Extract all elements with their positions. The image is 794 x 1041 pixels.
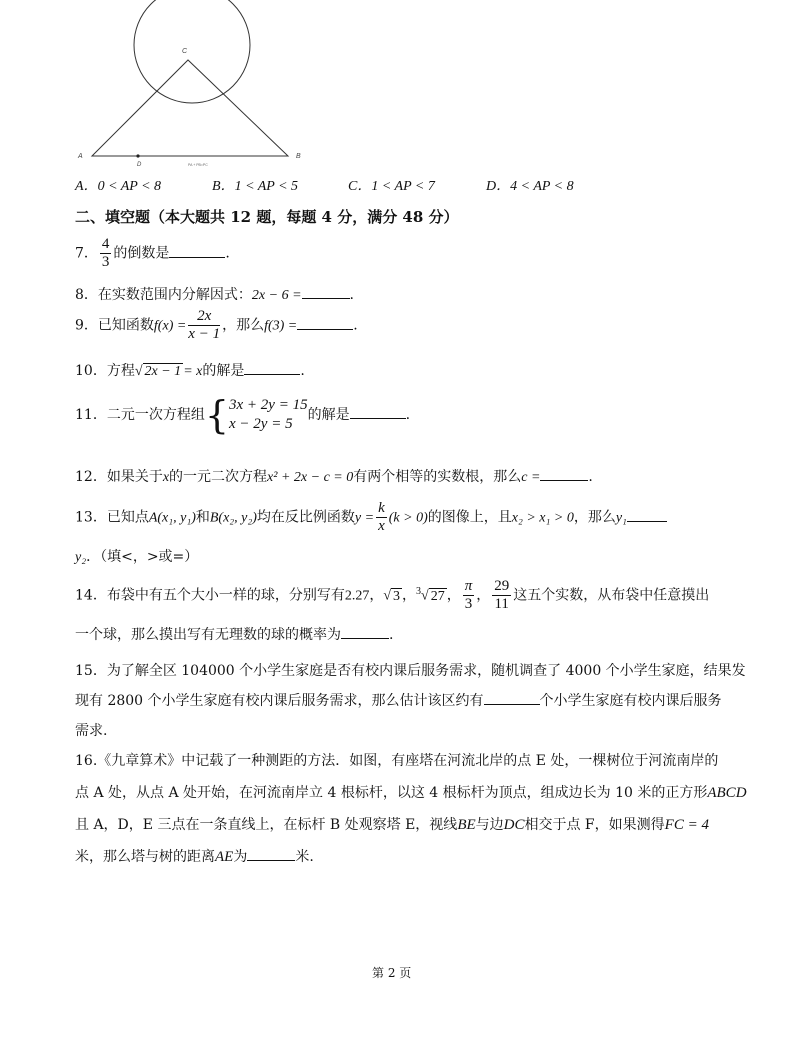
q13-cond2: x₂ > x₁ > 0 bbox=[511, 510, 574, 526]
question-13-line-2 bbox=[75, 546, 198, 566]
q14-value-3: 27 bbox=[430, 588, 445, 604]
q16-ae: AE bbox=[215, 849, 234, 865]
q13-hint: ．（填<，>或=） bbox=[86, 549, 199, 565]
q14-answer-blank[interactable] bbox=[341, 624, 389, 639]
brace-icon: { bbox=[204, 393, 230, 437]
q8-end: . bbox=[349, 287, 354, 303]
q12-number: 12． bbox=[75, 469, 107, 485]
q16-line4b: 为 bbox=[233, 849, 248, 865]
question-8 bbox=[75, 284, 354, 304]
q10-number: 10． bbox=[75, 363, 107, 379]
q16-answer-blank[interactable] bbox=[247, 846, 295, 861]
question-12 bbox=[75, 466, 593, 486]
q14-sep-2: ， bbox=[402, 587, 417, 604]
q13-y1: y₁ bbox=[615, 510, 627, 526]
q11-end: . bbox=[405, 407, 411, 423]
q15-line2b: 个小学生家庭有校内课后服务 bbox=[539, 693, 722, 709]
q12-expr: x² + 2x − c = 0 bbox=[267, 470, 354, 485]
q7-fraction bbox=[100, 236, 112, 271]
q14-fraction-pi bbox=[463, 578, 475, 613]
point-d bbox=[136, 154, 139, 157]
q14-cbrt-symbol: √ bbox=[421, 588, 429, 604]
q14-end: . bbox=[389, 627, 394, 643]
q13-number: 13． bbox=[75, 509, 107, 526]
q16-dc: DC bbox=[503, 817, 525, 833]
q8-number: 8． bbox=[75, 287, 98, 303]
question-11 bbox=[75, 393, 411, 437]
question-15-line-2 bbox=[75, 690, 722, 710]
q10-radicand: 2x − 1 bbox=[144, 364, 182, 379]
q9-expr: f(3) = bbox=[264, 318, 298, 334]
q13-cond: (k > 0) bbox=[388, 510, 428, 526]
q13-text5: ，那么 bbox=[573, 509, 616, 526]
q9-frac-den: x − 1 bbox=[188, 326, 221, 342]
q9-fraction bbox=[188, 308, 220, 343]
q14-number: 14． bbox=[75, 587, 107, 604]
q14-sqrt-symbol: √ bbox=[383, 588, 392, 604]
q7-frac-num: 4 bbox=[101, 236, 110, 252]
q9-lhs: f(x) = bbox=[153, 318, 187, 334]
q11-eq2: x − 2y = 5 bbox=[229, 416, 293, 432]
q10-text1: 方程 bbox=[106, 363, 135, 379]
q14-sep-1: ， bbox=[369, 587, 384, 604]
q11-number: 11． bbox=[75, 407, 107, 423]
q13-answer-blank[interactable] bbox=[627, 507, 667, 522]
q16-line3c: 相交于点 F，如果测得 bbox=[524, 817, 665, 833]
q9-text2: ，那么 bbox=[222, 317, 265, 334]
question-9 bbox=[75, 308, 358, 343]
q16-be: BE bbox=[457, 817, 476, 833]
q13-frac-den: x bbox=[378, 518, 385, 534]
q16-line4a: 米，那么塔与树的距离 bbox=[75, 849, 215, 865]
question-7 bbox=[75, 236, 230, 271]
q16-line3b: 与边 bbox=[475, 817, 504, 833]
q13-fraction bbox=[376, 500, 387, 535]
q10-expr: = x bbox=[183, 364, 203, 379]
q7-answer-blank[interactable] bbox=[169, 243, 225, 258]
q13-frac-num: k bbox=[378, 500, 385, 516]
q14-fraction-29-11 bbox=[492, 578, 511, 613]
q16-fc: FC = 4 bbox=[664, 817, 709, 833]
q11-system bbox=[229, 396, 308, 434]
q14-sep-3: ， bbox=[446, 587, 461, 604]
page-footer: 第 2 页 bbox=[372, 966, 412, 980]
option-a-label: A． bbox=[75, 179, 98, 194]
q12-text2: 的一元二次方程 bbox=[169, 469, 268, 485]
q9-frac-num: 2x bbox=[188, 308, 220, 326]
option-c bbox=[348, 175, 435, 195]
q16-line4c: 米. bbox=[295, 849, 314, 865]
option-c-expr: 1 < AP < 7 bbox=[371, 179, 435, 194]
q12-answer-blank[interactable] bbox=[540, 466, 588, 481]
circle-c bbox=[134, 0, 250, 103]
option-b-label: B． bbox=[212, 179, 235, 194]
label-d: D bbox=[137, 162, 142, 168]
q7-number: 7． bbox=[75, 245, 98, 262]
q13-text2: 和 bbox=[195, 509, 210, 526]
q12-text3: 有两个相等的实数根，那么 bbox=[353, 469, 522, 485]
q14-text1: 布袋中有五个大小一样的球，分别写有 bbox=[106, 587, 345, 604]
q8-text: 在实数范围内分解因式： bbox=[97, 287, 252, 303]
q15-line2a: 现有 2800 个小学生家庭有校内课后服务需求，那么估计该区约有 bbox=[75, 693, 484, 709]
option-a bbox=[75, 175, 161, 195]
label-b: B bbox=[296, 153, 301, 160]
q16-abcd: ABCD bbox=[707, 785, 747, 801]
question-16-line-1: 16.《九章算术》中记载了一种测距的方法．如图，有座塔在河流北岸的点 E 处，一棵树位于河流南岸的 bbox=[75, 753, 719, 769]
q11-answer-blank[interactable] bbox=[350, 404, 406, 419]
question-14-line-2 bbox=[75, 624, 393, 644]
question-16-line-2 bbox=[75, 782, 747, 802]
question-16-line-3 bbox=[75, 814, 709, 834]
geometry-figure bbox=[70, 0, 330, 170]
q14-line2: 一个球，那么摸出写有无理数的球的概率为 bbox=[75, 627, 341, 643]
q12-end: . bbox=[588, 469, 593, 485]
option-b bbox=[212, 175, 298, 195]
question-15-line-3: 需求. bbox=[75, 723, 108, 739]
question-16-line-4 bbox=[75, 846, 314, 866]
sqrt-symbol: √ bbox=[134, 364, 143, 379]
q13-fn-lhs: y = bbox=[354, 510, 375, 526]
q13-text3: 均在反比例函数 bbox=[256, 509, 355, 526]
label-a: A bbox=[78, 153, 83, 160]
q12-text1: 如果关于 bbox=[106, 469, 163, 485]
q12-var: x bbox=[162, 470, 170, 485]
option-c-label: C． bbox=[348, 179, 372, 194]
q13-y2: y₂ bbox=[75, 550, 87, 565]
q8-expr: 2x − 6 = bbox=[251, 288, 302, 303]
q15-answer-blank[interactable] bbox=[484, 690, 540, 705]
triangle-abc bbox=[92, 60, 288, 156]
q14-value-1: 2.27 bbox=[344, 588, 370, 604]
q9-answer-blank[interactable] bbox=[297, 315, 353, 330]
q11-text1: 二元一次方程组 bbox=[106, 407, 205, 423]
option-b-expr: 1 < AP < 5 bbox=[234, 179, 299, 194]
q10-end: . bbox=[300, 363, 305, 379]
question-15-line-1: 15．为了解全区 104000 个小学生家庭是否有校内课后服务需求，随机调查了 4000 个小学生家庭，结果发 bbox=[75, 663, 746, 679]
q13-point-a: A(x₁, y₁) bbox=[148, 510, 196, 526]
q16-line3a: 且 A，D，E 三点在一条直线上，在标杆 B 处观察塔 E，视线 bbox=[75, 817, 458, 833]
option-d-expr: 4 < AP < 8 bbox=[510, 179, 574, 194]
q11-text2: 的解是 bbox=[307, 407, 350, 423]
q7-end: . bbox=[225, 245, 230, 262]
q16-line2a: 点 A 处，从点 A 处开始，在河流南岸立 4 根标杆，以这 4 根标杆为顶点，组成边长为 10 米的正方形 bbox=[75, 785, 708, 801]
question-14 bbox=[75, 578, 709, 613]
question-10 bbox=[75, 360, 305, 380]
q14-pi-num: π bbox=[464, 578, 473, 594]
q7-text: 的倒数是 bbox=[113, 245, 170, 262]
q7-frac-den: 3 bbox=[101, 254, 110, 270]
q14-pi-den: 3 bbox=[464, 596, 473, 612]
q13-point-b: B(x₂, y₂) bbox=[209, 510, 257, 526]
section-heading: 二、填空题（本大题共 12 题，每题 4 分，满分 48 分） bbox=[75, 208, 459, 226]
q9-text1: 已知函数 bbox=[97, 317, 154, 334]
option-a-expr: 0 < AP < 8 bbox=[97, 179, 162, 194]
q10-answer-blank[interactable] bbox=[244, 360, 300, 375]
q12-expr2: c = bbox=[521, 470, 541, 485]
q9-end: . bbox=[353, 317, 358, 334]
q11-eq1: 3x + 2y = 15 bbox=[229, 397, 308, 413]
q8-answer-blank[interactable] bbox=[302, 284, 350, 299]
q13-text4: 的图像上，且 bbox=[427, 509, 512, 526]
q14-sep-4: ， bbox=[476, 587, 491, 604]
q14-root-index: 3 bbox=[416, 585, 422, 597]
q9-number: 9． bbox=[75, 317, 98, 334]
q13-text1: 已知点 bbox=[106, 509, 149, 526]
q14-value-2: 3 bbox=[393, 588, 401, 604]
q14-text2: 这五个实数，从布袋中任意摸出 bbox=[513, 587, 710, 604]
question-13 bbox=[75, 500, 667, 535]
label-note: PA + PB=PC bbox=[188, 163, 208, 167]
q14-frac-den: 11 bbox=[494, 596, 509, 612]
q10-text2: 的解是 bbox=[202, 363, 245, 379]
option-d bbox=[486, 175, 574, 195]
label-c: C bbox=[182, 48, 188, 55]
option-d-label: D． bbox=[486, 179, 511, 194]
q14-frac-num: 29 bbox=[494, 578, 510, 594]
